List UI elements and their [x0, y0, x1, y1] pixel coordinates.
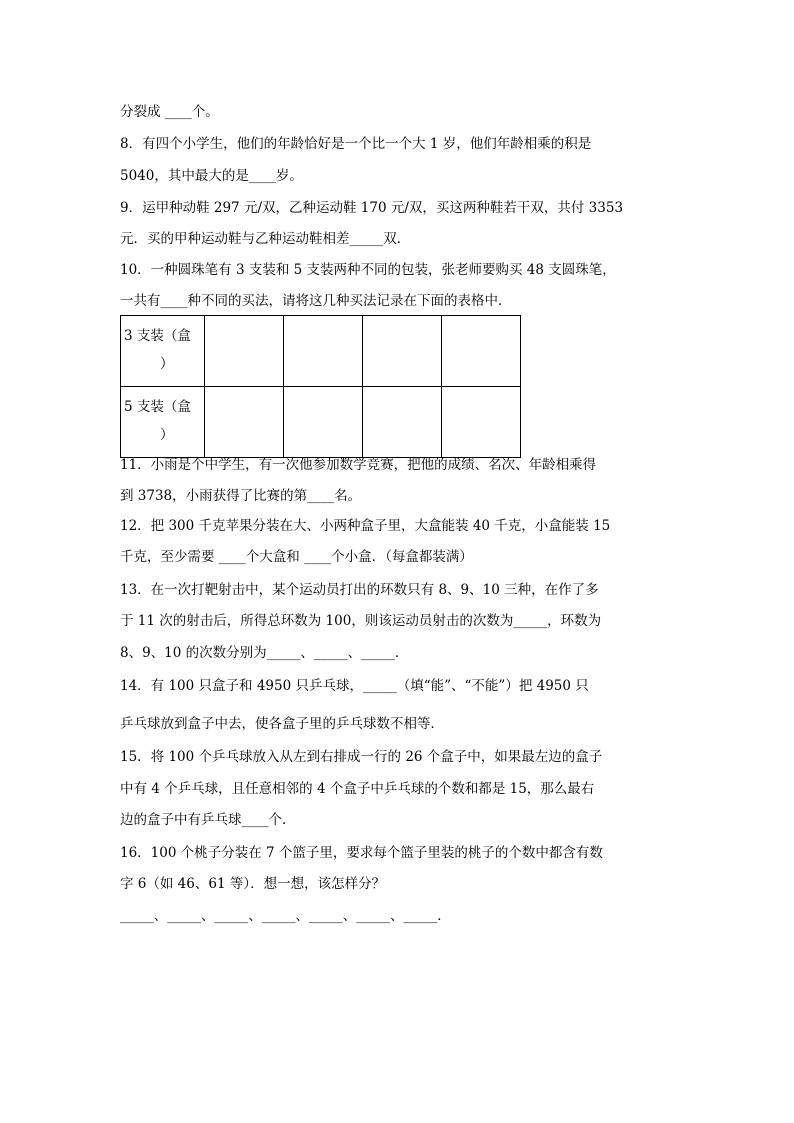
q15-line1: 15．将 100 个乒乓球放入从左到右排成一行的 26 个盒子中，如果最左边的盒子: [120, 749, 603, 765]
q10-line1: 10．一种圆珠笔有 3 支装和 5 支装两种不同的包装，张老师要购买 48 支圆珠笔，: [120, 262, 616, 278]
q13-line3: 8、9、10 的次数分别为_____、_____、_____．: [120, 645, 409, 661]
q13-line1: 13．在一次打靶射击中，某个运动员打出的环数只有 8、9、10 三种，在作了多: [120, 582, 599, 598]
table-cell: [442, 387, 521, 458]
q16-line1: 16．100 个桃子分装在 7 个篮子里，要求每个篮子里装的桃子的个数中都含有数: [120, 845, 603, 861]
q11-line2: 到 3738，小雨获得了比赛的第____名。: [120, 488, 362, 504]
purchase-table: [120, 315, 521, 458]
q8-line2: 5040，其中最大的是____岁。: [120, 168, 303, 184]
q14-line1: 14．有 100 只盒子和 4950 只乒乓球，_____（填“能”、“不能”）把 4950 只: [120, 678, 589, 694]
table-cell: [442, 316, 521, 387]
table-cell: [205, 387, 284, 458]
table-cell: [363, 316, 442, 387]
q11-line1: 11．小雨是个中学生，有一次他参加数学竞赛，把他的成绩、名次、年龄相乘得: [120, 457, 597, 473]
q15-line3: 边的盒子中有乒乓球____个．: [120, 812, 296, 828]
row-label-5pack: 5 支装（盒 ）: [121, 387, 205, 458]
table-cell: [205, 316, 284, 387]
table-row: [121, 387, 521, 458]
table-cell: [284, 316, 363, 387]
table-cell: [284, 387, 363, 458]
q9-line2: 元．买的甲种运动鞋与乙种运动鞋相差_____双．: [120, 231, 411, 247]
q13-line2: 于 11 次的射击后，所得总环数为 100，则该运动员射击的次数为_____，环数为: [120, 613, 602, 629]
q12-line2: 千克，至少需要 ____个大盒和 ____个小盒．（每盒都装满）: [120, 549, 473, 565]
q7-tail: 分裂成 ____个。: [120, 104, 219, 120]
table-cell: [363, 387, 442, 458]
row-label-3pack: 3 支装（盒 ）: [121, 316, 205, 387]
q15-line2: 中有 4 个乒乓球，且任意相邻的 4 个盒子中乒乓球的个数和都是 15，那么最右: [120, 781, 595, 797]
q14-line2: 乒乓球放到盒子中去，使各盒子里的乒乓球数不相等．: [120, 716, 444, 732]
q16-answer-blanks: _____、_____、_____、_____、_____、_____、_____．: [120, 908, 451, 924]
table-row: [121, 316, 521, 387]
q10-line2: 一共有____种不同的买法，请将这几种买法记录在下面的表格中．: [120, 293, 512, 309]
q9-line1: 9．运甲种动鞋 297 元/双，乙种运动鞋 170 元/双，买这两种鞋若干双，共付 3353: [120, 200, 624, 216]
q8-line1: 8．有四个小学生，他们的年龄恰好是一个比一个大 1 岁，他们年龄相乘的积是: [120, 136, 592, 152]
q12-line1: 12．把 300 千克苹果分装在大、小两种盒子里，大盒能装 40 千克，小盒能装 15: [120, 518, 611, 534]
q16-line2: 字 6（如 46、61 等）．想一想，该怎样分？: [120, 876, 386, 892]
